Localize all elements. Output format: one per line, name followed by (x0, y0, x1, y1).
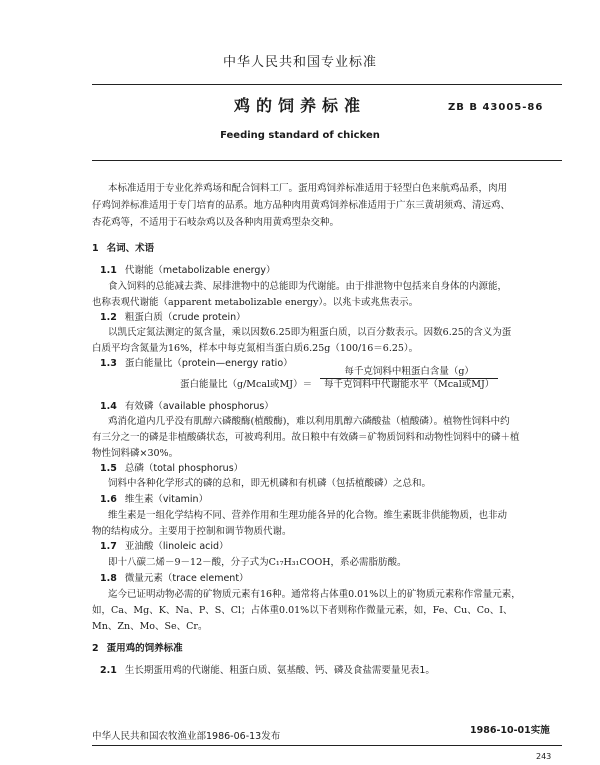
subsection-number: 2.1 (100, 665, 117, 676)
body-line: 也称表观代谢能（apparent metabolizable energy）。以兆卡或兆焦表示。 (92, 297, 419, 308)
subsection-number: 1.1 (100, 265, 117, 276)
subsection-number: 1.2 (100, 312, 117, 323)
body-line: 饲料中各种化学形式的磷的总和，即无机磷和有机磷（包括植酸磷）之总和。 (108, 478, 432, 489)
section-title: 名词、术语 (106, 243, 155, 254)
body-line: 生长期蛋用鸡的代谢能、粗蛋白质、氨基酸、钙、磷及食盐需要量见表1。 (124, 665, 435, 676)
body-line: 物性饲料磷×30%。 (92, 448, 179, 459)
body-line: 物的结构成分。主要用于控制和调节物质代谢。 (92, 526, 292, 537)
body-line: 即十八碳二烯－9－12－酸，分子式为C₁₇H₃₁COOH，系必需脂肪酸。 (108, 557, 407, 568)
page-number: 243 (536, 752, 552, 761)
body-line: 维生素是一组化学结构不同、营养作用和生理功能各异的化合物。维生素既非供能物质，也非动 (108, 510, 508, 521)
english-title: Feeding standard of chicken (220, 130, 380, 141)
intro-line: 杏花鸡等，不适用于石岐杂鸡以及各种肉用黄鸡型杂交种。 (92, 217, 340, 228)
title-rule (92, 160, 562, 161)
intro-line: 本标准适用于专业化养鸡场和配合饲料工厂。蛋用鸡饲养标准适用于轻型白色来航鸡品系，肉用 (108, 183, 508, 194)
subsection-title: 维生素（vitamin） (124, 494, 209, 505)
subsection-number: 1.6 (100, 494, 117, 505)
formula-numerator: 每千克饲料中粗蛋白含量（g） (320, 366, 498, 379)
subsection-heading (100, 573, 249, 585)
subsection-title: 亚油酸（linoleic acid） (124, 541, 229, 552)
body-line: 食入饲料的总能减去粪、尿排泄物中的总能即为代谢能。由于排泄物中包括来自身体的内源能， (108, 281, 508, 292)
standard-code: ZB B 43005-86 (448, 102, 544, 113)
subsection-heading (100, 494, 208, 506)
subsection-title: 有效磷（available phosphorus） (124, 401, 274, 412)
subsection-number: 1.5 (100, 463, 117, 474)
intro-line: 仔鸡饲养标准适用于专门培育的品系。地方品种肉用黄鸡饲养标准适用于广东三黄胡须鸡、清远鸡、 (92, 200, 511, 211)
body-line: 有三分之一的磷是非植酸磷状态，可被鸡利用。故日粮中有效磷＝矿物质饲料和动物性饲料中的磷＋植 (92, 432, 520, 443)
subsection-number: 1.3 (100, 358, 117, 369)
subsection-paragraph (100, 665, 435, 677)
subsection-heading (100, 541, 229, 553)
subsection-heading (100, 265, 276, 277)
section-number: 1 (92, 243, 99, 254)
effective-date: 1986-10-01实施 (470, 725, 550, 736)
subsection-number: 1.7 (100, 541, 117, 552)
formula-fraction (320, 366, 498, 392)
document-title: 鸡的饲养标准 (233, 96, 366, 115)
section-heading (92, 643, 183, 655)
subsection-heading (100, 463, 243, 475)
body-line: 迄今已证明动物必需的矿物质元素有16种。通常将占体重0.01%以上的矿物质元素称作常量元素， (108, 589, 521, 600)
issuer: 中华人民共和国农牧渔业部1986-06-13发布 (92, 731, 281, 742)
subsection-title: 代谢能（metabolizable energy） (124, 265, 276, 276)
subsection-title: 蛋白能量比（protein—energy ratio） (124, 358, 293, 369)
subsection-heading (100, 358, 293, 370)
subsection-heading (100, 312, 246, 324)
subsection-number: 1.8 (100, 573, 117, 584)
header-rule (92, 84, 562, 85)
body-line: 白质平均含氮量为16%，样本中每克氮相当蛋白质6.25g（100/16＝6.25）。 (92, 343, 419, 354)
section-number: 2 (92, 643, 99, 654)
body-line: 以凯氏定氮法测定的氮含量，乘以因数6.25即为粗蛋白质，以百分数表示。因数6.25的含义为蛋 (108, 327, 512, 338)
body-line: Mn、Zn、Mo、Se、Cr。 (92, 621, 208, 632)
section-heading (92, 243, 154, 255)
section-title: 蛋用鸡的饲养标准 (106, 643, 183, 654)
document-category: 中华人民共和国专业标准 (222, 55, 377, 70)
formula-denominator: 每千克饲料中代谢能水平（Mcal或MJ） (324, 379, 495, 391)
formula-lhs: 蛋白能量比（g/Mcal或MJ）＝ (180, 379, 313, 390)
body-line: 如，Ca、Mg、K、Na、P、S、Cl；占体重0.01%以下者则称作微量元素，如，Fe、Cu、Co、I、 (92, 605, 513, 616)
subsection-title: 总磷（total phosphorus） (124, 463, 244, 474)
footer-rule (92, 745, 562, 746)
subsection-heading (100, 401, 274, 413)
subsection-number: 1.4 (100, 401, 117, 412)
body-line: 鸡消化道内几乎没有肌醇六磷酸酶(植酸酶)，难以利用肌醇六磷酸盐（植酸磷）。植物性饲料中约 (108, 416, 510, 427)
subsection-title: 粗蛋白质（crude protein） (124, 312, 246, 323)
subsection-title: 微量元素（trace element） (124, 573, 249, 584)
